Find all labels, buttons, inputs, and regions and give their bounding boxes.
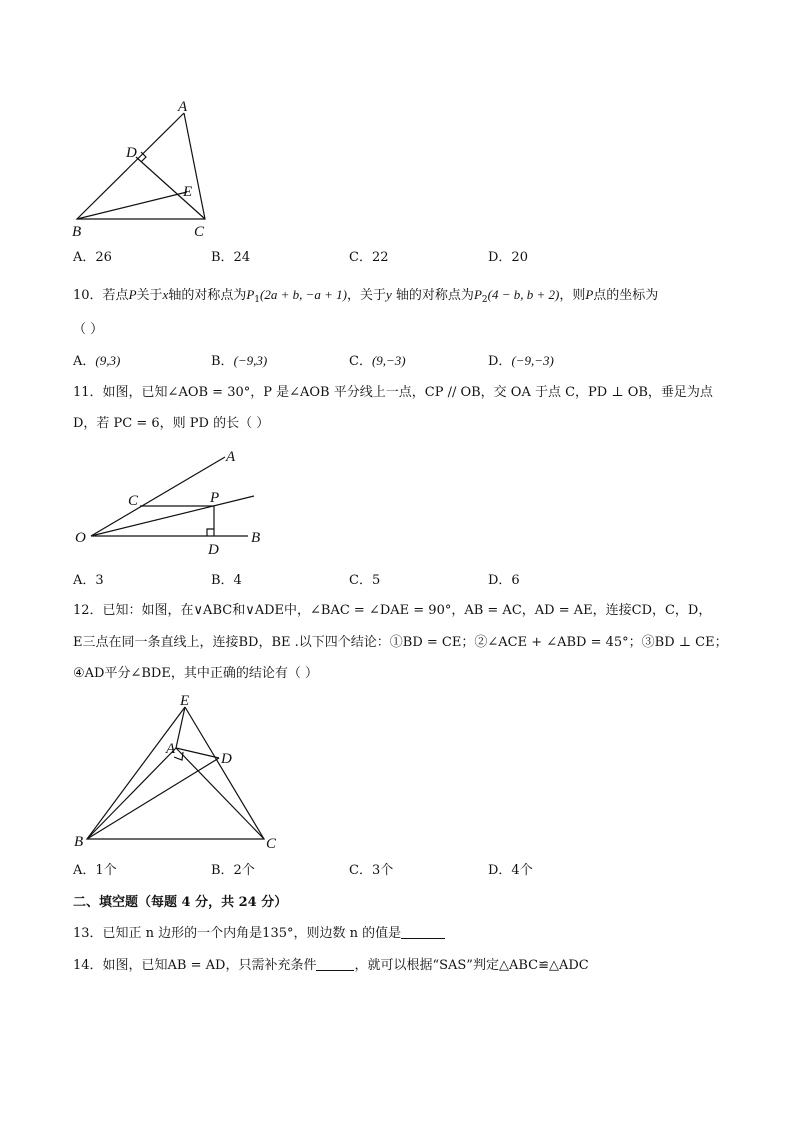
q9-option-b[interactable]: B．24 — [211, 250, 251, 265]
q14-answer-blank[interactable] — [316, 957, 354, 971]
q10-text-3: 轴的对称点为 — [168, 288, 247, 303]
q11-number: 11． — [73, 385, 103, 400]
q12-question-line-1 — [73, 602, 711, 620]
q10-option-d[interactable] — [488, 352, 554, 371]
q12-option-d[interactable]: D．4个 — [488, 863, 533, 878]
q9-figure — [60, 95, 230, 240]
q11-question-line-1 — [73, 384, 713, 402]
q11-bisector — [91, 496, 254, 536]
q12-line-1-text: 已知：如图，在∨ABC和∨ADE中，∠BAC = ∠DAE = 90°，AB = AC，AD = AE，连接CD，C，D， — [102, 603, 712, 618]
q14-text-before: 14．如图，已知AB = AD，只需补充条件 — [73, 958, 317, 973]
q10-question — [73, 286, 658, 309]
q10-p2-sub: 2 — [481, 295, 488, 305]
q11-label-b: B — [251, 530, 261, 546]
q10-paren: （ ） — [73, 322, 104, 337]
q14-question — [73, 957, 589, 975]
q10-p2-coord: (4 − b, b + 2) — [487, 287, 560, 302]
q12-figure — [70, 690, 290, 855]
q10-option-d-letter: D． — [488, 354, 512, 369]
q10-option-d-value: (−9,−3) — [511, 353, 554, 368]
q9-segment-be — [77, 192, 187, 219]
q14-text-after: ，就可以根据“SAS”判定△ABC≌△ADC — [354, 958, 589, 973]
q10-option-c-value: (9,−3) — [371, 353, 406, 368]
q9-label-a: A — [178, 99, 188, 115]
q11-figure — [70, 445, 270, 560]
q11-option-a[interactable]: A．3 — [73, 573, 104, 588]
q12-label-a: A — [166, 741, 176, 757]
q9-label-b: B — [72, 224, 82, 240]
section-2-heading: 二、填空题（每题 4 分，共 24 分） — [73, 895, 288, 910]
q12-option-a[interactable]: A．1个 — [73, 863, 117, 878]
q9-label-c: C — [194, 224, 205, 240]
q10-y-axis: y — [386, 287, 392, 302]
q11-label-p: P — [210, 490, 220, 506]
q11-option-d[interactable]: D．6 — [488, 573, 520, 588]
q12-option-b[interactable]: B．2个 — [211, 863, 255, 878]
q11-right-angle-mark — [207, 529, 214, 536]
q12-label-d: D — [221, 751, 232, 767]
q10-p2-label: P — [473, 287, 482, 302]
q12-segment-ab — [87, 748, 176, 839]
q9-label-d: D — [126, 145, 137, 161]
q12-label-c: C — [266, 836, 277, 852]
q11-label-d: D — [208, 542, 219, 558]
q10-p1-coord: (2a + b, −a + 1) — [260, 287, 347, 302]
q11-label-a: A — [226, 449, 236, 465]
q12-segment-ac — [176, 748, 264, 839]
q12-option-c[interactable]: C．3个 — [349, 863, 394, 878]
q11-option-c[interactable]: C．5 — [349, 573, 381, 588]
q10-x-axis: x — [162, 287, 169, 302]
q10-option-a[interactable] — [73, 352, 120, 371]
q10-option-c[interactable] — [349, 352, 406, 371]
q11-ray-oa — [91, 457, 225, 536]
q11-option-b[interactable]: B．4 — [211, 573, 242, 588]
q10-text-6: ，则 — [559, 288, 586, 303]
q12-number: 12． — [73, 603, 103, 618]
q10-option-b-letter: B． — [211, 354, 234, 369]
q10-number: 10． — [73, 288, 103, 303]
q12-question-line-3: ④AD平分∠BDE，其中正确的结论有（ ） — [73, 666, 318, 681]
q10-text-5: 轴的对称点为 — [391, 288, 474, 303]
q9-option-d[interactable]: D．20 — [488, 250, 528, 265]
q11-question-line-2: D，若 PC = 6，则 PD 的长（ ） — [73, 416, 270, 431]
q11-label-o: O — [75, 530, 86, 546]
q11-line-1-text: 如图，已知∠AOB = 30°，P 是∠AOB 平分线上一点，CP // OB，交 OA 于点 C，PD ⊥ OB，垂足为点 — [102, 385, 713, 400]
q12-label-e: E — [180, 693, 190, 709]
q13-question — [73, 925, 445, 943]
q10-option-c-letter: C． — [349, 354, 372, 369]
q10-text-2: 关于 — [136, 288, 163, 303]
q12-question-line-2: E三点在同一条直线上，连接BD，BE .以下四个结论：①BD = CE；②∠ACE + ∠ABD = 45°；③BD ⊥ CE； — [73, 635, 728, 650]
q10-point-p-2: P — [585, 287, 594, 302]
q11-label-c: C — [128, 493, 139, 509]
q13-answer-blank[interactable] — [401, 925, 445, 939]
q10-text-4: ，关于 — [347, 288, 387, 303]
q10-option-b[interactable] — [211, 352, 267, 371]
q12-segment-bd — [87, 758, 219, 839]
q10-text-1: 若点 — [102, 288, 129, 303]
q12-label-b: B — [74, 834, 84, 850]
q10-option-b-value: (−9,3) — [233, 353, 268, 368]
q12-triangle-ebc — [87, 707, 264, 839]
q10-p1-label: P — [246, 287, 255, 302]
q10-option-a-value: (9,3) — [95, 353, 121, 368]
q10-option-a-letter: A． — [73, 354, 96, 369]
q9-label-e: E — [183, 184, 193, 200]
q9-option-a[interactable]: A．26 — [73, 250, 112, 265]
q10-text-7: 点的坐标为 — [593, 288, 659, 303]
q10-p1-sub: 1 — [254, 295, 261, 305]
q9-option-c[interactable]: C．22 — [349, 250, 389, 265]
q13-text: 13．已知正 n 边形的一个内角是135°，则边数 n 的值是 — [73, 926, 402, 941]
q10-point-p: P — [128, 287, 137, 302]
